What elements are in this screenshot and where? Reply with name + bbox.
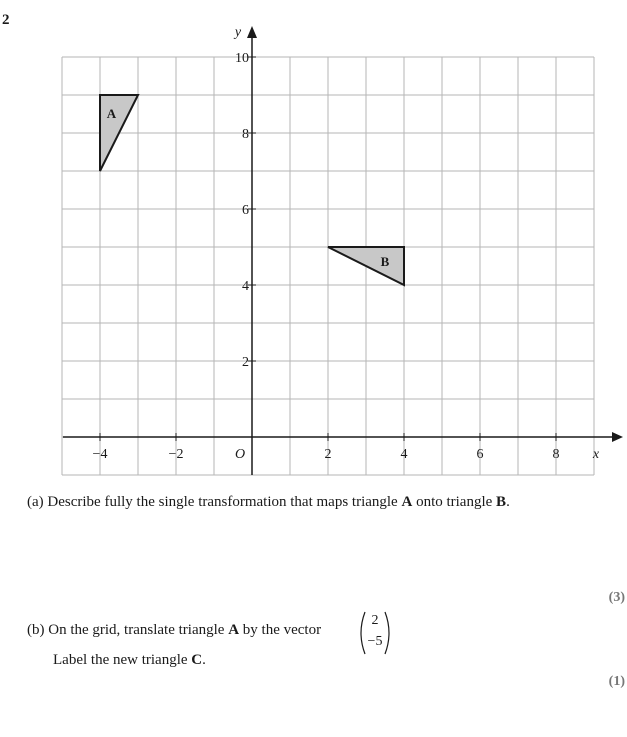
x-axis-label: x <box>592 447 600 462</box>
x-tick-label: 2 <box>324 447 332 462</box>
y-tick-label: 2 <box>242 355 249 370</box>
x-axis-arrow <box>612 432 623 442</box>
origin-label: O <box>234 447 246 462</box>
y-tick-label: 6 <box>242 203 249 218</box>
part-a-text: (a) Describe fully the single transformation that maps triangle A onto triangle B. <box>27 494 510 510</box>
part-b-marks: (1) <box>608 674 625 689</box>
grid-lines <box>62 57 594 475</box>
translation-vector <box>356 610 394 656</box>
tick-labels <box>93 25 600 462</box>
part-b-text: (b) On the grid, translate triangle A by the vector <box>27 622 322 638</box>
triangle-label-b: B <box>380 254 390 270</box>
part-a-marks: (3) <box>608 590 625 605</box>
question-number: 2 <box>2 12 10 28</box>
vector-bottom: −5 <box>367 634 383 649</box>
x-tick-label: 6 <box>476 447 484 462</box>
y-axis-arrow <box>247 26 257 38</box>
y-tick-label: 4 <box>242 279 249 294</box>
part-b-line2: Label the new triangle C. <box>53 652 206 668</box>
x-tick-label: 8 <box>552 447 560 462</box>
y-tick-label: 10 <box>235 51 249 66</box>
x-tick-label: 4 <box>400 447 408 462</box>
vector-top: 2 <box>371 613 379 628</box>
y-tick-label: 8 <box>242 127 249 142</box>
y-axis-label: y <box>234 25 242 40</box>
triangle-label-a: A <box>106 106 117 121</box>
x-tick-label: −4 <box>92 447 108 462</box>
x-tick-label: −2 <box>168 447 184 462</box>
